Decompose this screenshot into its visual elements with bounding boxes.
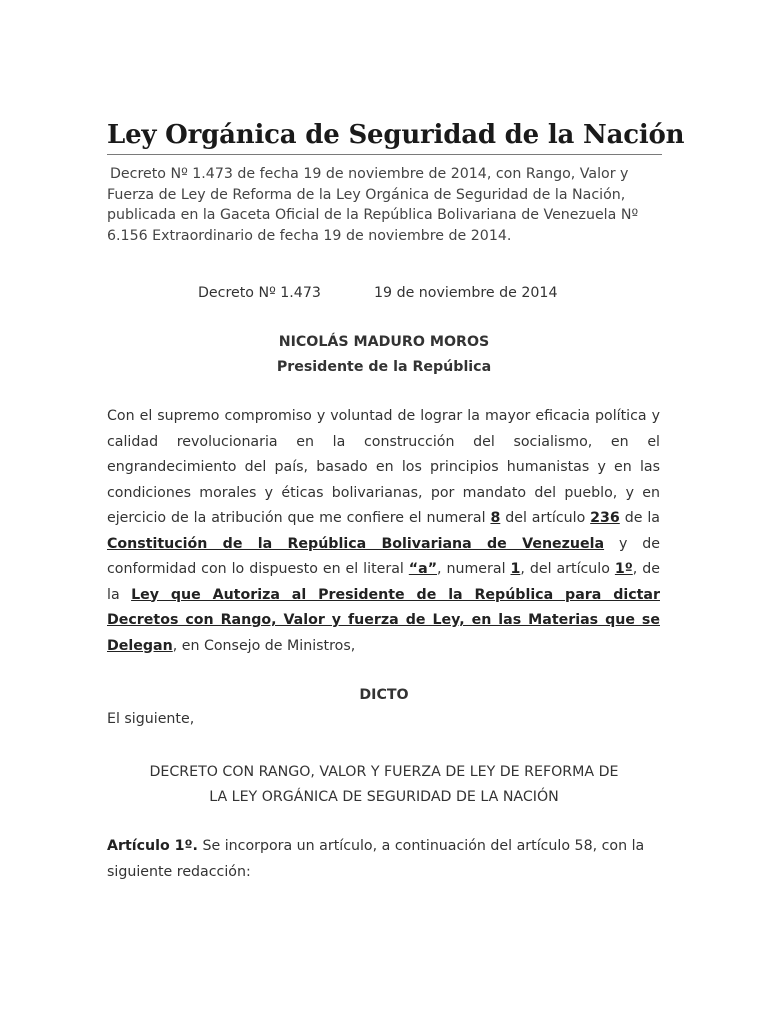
intro-paragraph: Decreto Nº 1.473 de fecha 19 de noviembre de 2014, con Rango, Valor y Fuerza de Ley de Reforma de la Ley Orgánica de Seguridad de la Nación, publicada en la Gaceta Oficial de la República Bolivariana de Venezuela Nº 6.156 Extraordinario de fecha 19 de noviembre de 2014. [107,166,639,244]
preamble-text: Con el supremo compromiso y voluntad de lograr la mayor eficacia política y calidad revolucionaria en la construcción del socialismo, en el engrandecimiento del país, basado en los principios humanistas y en las condiciones morales y éticas bolivarianas, por mandato del pueblo, y en ejercicio de la atribución que me confiere el numeral [107,408,660,526]
enabling-law-ref: Ley que Autoriza al Presidente de la República para dictar Decretos con Rango, Valor y fuerza de Ley, en las Materias que se Delegan [107,586,660,654]
article-ref-2: 1º [614,561,633,577]
numeral-ref: 8 [490,510,501,526]
president-name: NICOLÁS MADURO MOROS [278,334,490,350]
document-title: Ley Orgánica de Seguridad de la Nación [107,120,685,150]
preamble-text: , numeral [437,561,511,577]
el-siguiente: El siguiente, [107,711,195,727]
decree-line [0,282,768,304]
decree-heading-line-1: DECRETO CON RANGO, VALOR Y FUERZA DE LEY DE REFORMA DE [149,764,619,780]
article-1 [107,834,660,885]
preamble-text: , del artículo [520,561,615,577]
decree-date: 19 de noviembre de 2014 [374,285,558,301]
title-underline [107,154,662,155]
article-1-text: Se incorpora un artículo, a continuación del artículo 58, con la siguiente redacción: [107,838,645,880]
article-1-label: Artículo 1º. [107,838,198,854]
decree-heading [100,760,668,810]
decree-number: Decreto Nº 1.473 [198,285,321,301]
literal-ref: “a” [408,561,438,577]
preamble-text: , de la [107,561,660,603]
decree-heading-line-2: LA LEY ORGÁNICA DE SEGURIDAD DE LA NACIÓN [209,789,559,805]
preamble-text: del artículo [500,510,591,526]
preamble-paragraph [107,404,660,659]
numeral-ref-2: 1 [510,561,521,577]
preamble-text: , en Consejo de Ministros, [172,637,356,654]
president-title: Presidente de la República [276,359,492,375]
preamble-text: y de conformidad con lo dispuesto en el literal [107,535,660,577]
constitution-ref: Constitución de la República Bolivariana de Venezuela [107,535,605,552]
dicto-heading: DICTO [359,687,409,703]
president-block [0,330,768,380]
article-ref: 236 [590,510,620,526]
preamble-text: de la [619,510,660,526]
